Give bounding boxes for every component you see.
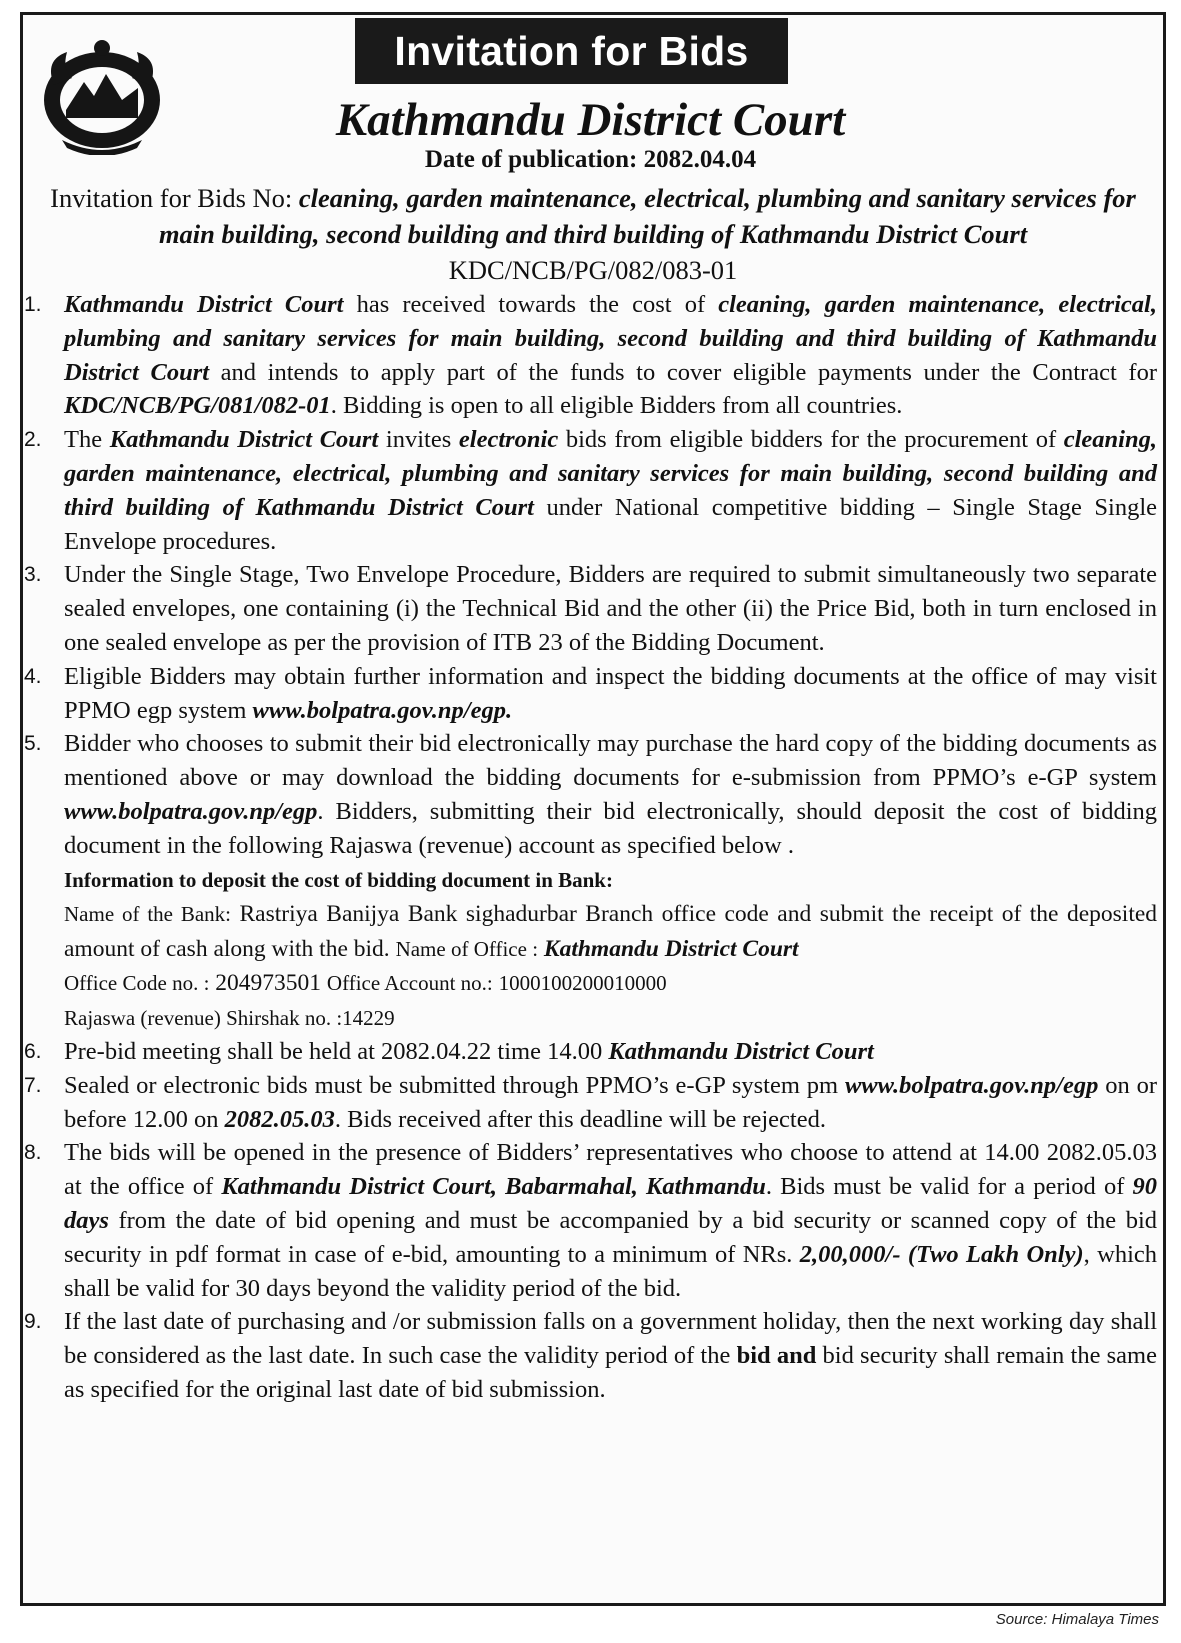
item-number: 4. (24, 664, 42, 688)
item-text: The bids will be opened in the presence of Bidders’ representatives who choose to attend at 14.00 2082.05.03 at the office of (64, 1139, 1157, 1201)
item-text: has received towards the cost of (356, 291, 706, 318)
egp-link[interactable]: www.bolpatra.gov.np/egp. (252, 696, 513, 724)
list-item (22, 1305, 1157, 1406)
office-name: Kathmandu District Court (543, 935, 799, 962)
list-item (22, 727, 1157, 1035)
item-text: under National competitive bidding – Single Stage Single Envelope procedures. (64, 493, 1157, 555)
shirshak-number: Rajaswa (revenue) Shirshak no. :14229 (64, 1005, 395, 1030)
ifb-number: KDC/NCB/PG/082/083-01 (448, 255, 738, 285)
services-text: cleaning, garden maintenance, electrical, plumbing and sanitary services for main building, second building and third building of Kathmandu District Court (64, 426, 1157, 521)
ifb-title: cleaning, garden maintenance, electrical, plumbing and sanitary services for main building, second building and third building of Kathmandu District Court (158, 183, 1136, 249)
list-item (22, 288, 1157, 423)
banner-title: Invitation for Bids (355, 18, 788, 84)
source-credit: Source: Himalaya Times (995, 1611, 1159, 1628)
ifb-prefix: Invitation for Bids No: (50, 183, 293, 213)
bank-text: Rastriya Banijya Bank sighadurbar Branch office code and submit the receipt of the deposited amount of cash along with the bid. (64, 901, 1158, 962)
item-number: 2. (24, 428, 42, 452)
item-number: 6. (24, 1040, 42, 1064)
electronic-text: electronic (458, 426, 559, 454)
organization-title: Kathmandu District Court (335, 94, 846, 146)
list-item (22, 1136, 1157, 1305)
office-label: Name of Office : (395, 936, 539, 961)
bank-info (64, 863, 1157, 1036)
item-number: 8. (24, 1141, 42, 1165)
contract-number: KDC/NCB/PG/081/082-01 (64, 392, 331, 420)
bank-heading: Information to deposit the cost of bidding document in Bank: (64, 867, 613, 892)
list-item (22, 423, 1157, 558)
list-item (22, 1069, 1157, 1137)
item-text: . Bidders, submitting their bid electronically, should deposit the cost of bidding document in the following Rajaswa (revenue) account as specified below . (64, 797, 1157, 859)
item-number: 3. (24, 563, 42, 587)
item-number: 7. (24, 1073, 42, 1097)
meeting-place: Kathmandu District Court (608, 1038, 874, 1066)
item-text: from the date of bid opening and must be accompanied by a bid security or scanned copy of the bid security in pdf format in case of e-bid, amounting to a minimum of NRs. (64, 1207, 1157, 1268)
item-number: 9. (24, 1310, 42, 1334)
account-label: Office Account no.: (326, 971, 493, 996)
item-text: . Bids must be valid for a period of (765, 1173, 1125, 1201)
bank-label: Name of the Bank: (64, 902, 231, 927)
account-number: 1000100200010000 (498, 971, 667, 996)
item-text: , which shall be valid for 30 days beyond the validity period of the bid. (64, 1240, 1158, 1302)
item-number: 1. (24, 293, 42, 316)
ifb-heading (40, 180, 1146, 288)
security-amount: 2,00,000/- (Two Lakh Only) (799, 1240, 1084, 1268)
item-text: bids from eligible bidders for the procurement of (565, 426, 1057, 454)
item-text: Sealed or electronic bids must be submitted through PPMO’s e-GP system pm (64, 1071, 839, 1099)
item-text: The (64, 426, 103, 454)
list-item (22, 1035, 1157, 1069)
item-text: Under the Single Stage, Two Envelope Procedure, Bidders are required to submit simultaneously two separate sealed envelopes, one containing (i) the Technical Bid and the other (ii) the Price Bid, both in turn enclosed in one sealed envelope as per the provision of ITB 23 of the Bidding Document. (64, 561, 1157, 656)
egp-link[interactable]: www.bolpatra.gov.np/egp (64, 797, 318, 825)
validity-days: 90 days (64, 1173, 1158, 1235)
egp-link[interactable]: www.bolpatra.gov.np/egp (844, 1071, 1099, 1099)
item-text: . Bidding is open to all eligible Bidders from all countries. (330, 392, 903, 420)
office-code: 204973501 (215, 970, 322, 997)
publication-date: Date of publication: 2082.04.04 (424, 146, 757, 173)
deadline-date: 2082.05.03 (224, 1105, 335, 1133)
court-name: Kathmandu District Court (64, 291, 344, 318)
bold-text: bid and (736, 1342, 817, 1370)
item-text: on or before 12.00 on (64, 1071, 1157, 1133)
item-text: Eligible Bidders may obtain further information and inspect the bidding documents at the office of may visit PPMO egp system (64, 662, 1157, 724)
item-text: Pre-bid meeting shall be held at 2082.04.22 time 14.00 (64, 1038, 603, 1066)
services-text: cleaning, garden maintenance, electrical, plumbing and sanitary services for main building, second building and third building of Kathmandu District Court (64, 291, 1157, 386)
court-name: Kathmandu District Court (109, 426, 379, 454)
item-text: bid security shall remain the same as specified for the original last date of bid submission. (64, 1342, 1157, 1404)
item-text: . Bids received after this deadline will be rejected. (334, 1105, 826, 1133)
list-item (22, 558, 1157, 659)
item-text: Bidder who chooses to submit their bid electronically may purchase the hard copy of the bidding documents as mentioned above or may download the bidding documents for e-submission from PPMO’s e-GP system (64, 730, 1157, 792)
item-number: 5. (24, 732, 42, 756)
item-text: invites (385, 426, 452, 454)
office-code-label: Office Code no. : (64, 971, 210, 996)
opening-place: Kathmandu District Court, Babarmahal, Kathmandu (221, 1173, 766, 1201)
item-text: If the last date of purchasing and /or submission falls on a government holiday, then the next working day shall be considered as the last date. In such case the validity period of the (64, 1308, 1157, 1370)
list-item (22, 660, 1157, 728)
conditions-list (22, 288, 1157, 1407)
item-text: and intends to apply part of the funds to cover eligible payments under the Contract for (220, 358, 1157, 386)
